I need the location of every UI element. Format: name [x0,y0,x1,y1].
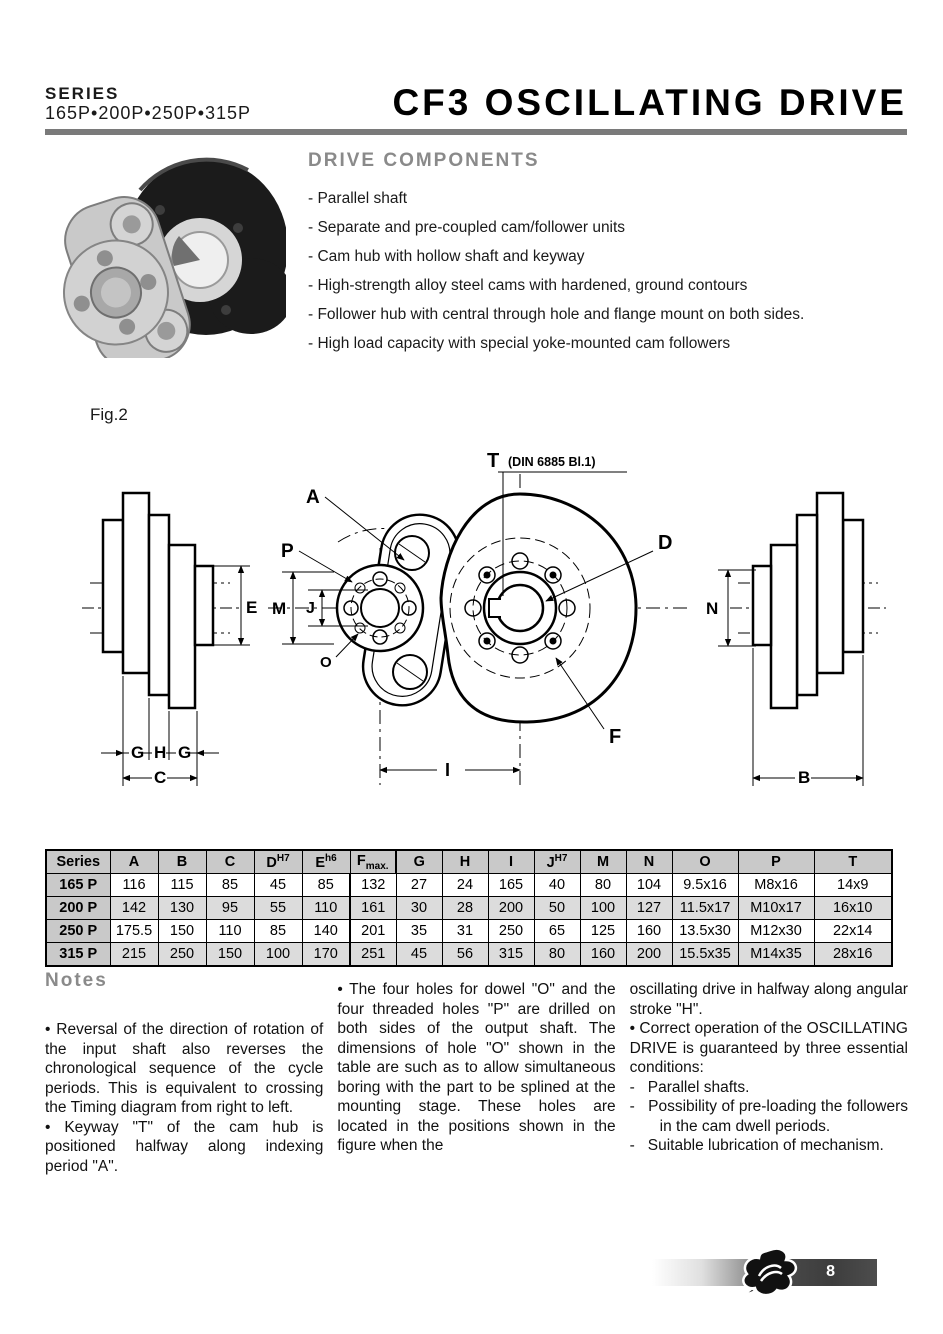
series-block [45,84,251,124]
column-header-sup: H7 [554,853,568,865]
dim-label-j: J [306,600,315,617]
column-header [534,850,580,874]
column-header [302,850,350,874]
drive-component-item: - High load capacity with special yoke-mounted cam followers [308,335,731,352]
column-header [396,850,442,874]
column-header-sup: h6 [325,853,337,865]
condition-item: - Suitable lubrication of mechanism. [629,1137,884,1154]
table-cell: 15.5x35 [672,943,738,967]
table-cell: 104 [626,874,672,897]
table-cell: 161 [350,897,396,920]
dim-label-t: T [487,450,500,472]
page-title: CF3 OSCILLATING DRIVE [392,82,907,123]
table-cell: 130 [158,897,206,920]
column-header-base: I [508,854,514,870]
table-cell: 100 [580,897,626,920]
table-cell: 127 [626,897,672,920]
column-header [350,850,396,874]
page-header [45,82,907,135]
table-cell: 85 [206,874,254,897]
front-view [268,472,692,785]
series-models: 165P•200P•250P•315P [45,103,252,124]
table-cell: 14x9 [814,874,892,897]
technical-drawing [55,450,935,808]
column-header-base: E [315,854,325,871]
dim-label-b: B [798,768,811,787]
dim-label-m: M [272,599,287,618]
column-header [626,850,672,874]
table-cell: 31 [442,920,488,943]
column-header [580,850,626,874]
table-cell: 165 [488,874,534,897]
dim-label-g1: G [131,743,145,762]
drive-component-item: - Cam hub with hollow shaft and keyway [308,248,585,265]
table-cell: 45 [254,874,302,897]
notes-column-3 [629,968,913,1176]
column-header-base: J [546,854,555,871]
table-cell: 200 [488,897,534,920]
table-cell: 315 [488,943,534,967]
column-header-base: N [643,854,655,870]
table-cell: 250 [488,920,534,943]
table-cell: 160 [580,943,626,967]
condition-item: - Possibility of pre-loading the followers in the cam dwell periods. [629,1098,913,1135]
table-cell: 215 [110,943,158,967]
table-cell: 13.5x30 [672,920,738,943]
column-header-base: M [596,854,610,870]
note-paragraph: • Keyway "T" of the cam hub is positioned halfway along indexing period "A". [45,1118,324,1175]
table-cell: 150 [158,920,206,943]
table-cell: 16x10 [814,897,892,920]
column-header [738,850,814,874]
dim-label-h: H [154,743,167,762]
dim-label-p: P [281,541,294,562]
notes-column-1 [45,968,323,1176]
column-header-base: C [224,854,236,870]
table-cell: 80 [580,874,626,897]
dim-label-i: I [445,760,451,780]
dim-label-a: A [306,487,320,508]
table-cell: 251 [350,943,396,967]
column-header [206,850,254,874]
table-cell: 85 [302,874,350,897]
table-row [46,874,892,897]
table-row [46,920,892,943]
table-cell: 40 [534,874,580,897]
drive-component-item: - Separate and pre-coupled cam/follower units [308,219,626,236]
drive-components-heading: DRIVE COMPONENTS [308,150,540,171]
column-header [488,850,534,874]
table-cell: 35 [396,920,442,943]
dim-label-n: N [706,599,719,618]
table-cell: 110 [206,920,254,943]
table-cell: 160 [626,920,672,943]
table-cell: 30 [396,897,442,920]
table-header-row [46,850,892,874]
dim-label-e: E [246,598,258,617]
table-cell: 175.5 [110,920,158,943]
note-paragraph: • Correct operation of the OSCILLATING DRIVE is guaranteed by three essential conditions: [629,1020,908,1076]
dim-label-o: O [320,654,332,671]
table-cell: 27 [396,874,442,897]
dim-e [214,566,250,645]
table-cell: 150 [206,943,254,967]
series-cell: 200 P [46,897,110,920]
table-cell: 85 [254,920,302,943]
column-header-base: G [413,854,425,870]
dimensions-table-wrap [45,849,893,967]
column-header [46,850,110,874]
drive-components-list [308,189,907,363]
table-cell: 100 [254,943,302,967]
table-cell: 116 [110,874,158,897]
column-header-base: T [848,854,858,870]
table-cell: 24 [442,874,488,897]
table-row [46,897,892,920]
drive-components-text [306,150,907,363]
table-cell: 200 [626,943,672,967]
table-cell: 110 [302,897,350,920]
table-cell: 250 [158,943,206,967]
column-header-base: H [459,854,471,870]
table-body [46,874,892,967]
notes-column-2 [337,968,615,1176]
column-header [158,850,206,874]
column-header-base: O [699,854,711,870]
dimensions-table [45,849,893,967]
page-footer [652,1259,877,1286]
brand-logo-icon [740,1245,802,1299]
dim-label-t-note: (DIN 6885 Bl.1) [508,455,596,469]
column-header-base: Series [56,854,101,870]
condition-item: - Parallel shafts. [629,1078,750,1096]
table-row [46,943,892,967]
table-cell: 80 [534,943,580,967]
table-cell: 22x14 [814,920,892,943]
series-cell: 165 P [46,874,110,897]
column-header-base: D [266,854,277,871]
drive-component-item: - High-strength alloy steel cams with hardened, ground contours [308,277,748,294]
column-header [110,850,158,874]
table-cell: M8x16 [738,874,814,897]
column-header-sub: max. [365,860,389,872]
column-header-sup: H7 [276,853,290,865]
right-side-view [718,493,886,786]
drive-components-section [48,150,907,363]
table-cell: 28 [442,897,488,920]
column-header-base: B [176,854,188,870]
table-cell: 125 [580,920,626,943]
table-cell: 55 [254,897,302,920]
drive-component-item: - Parallel shaft [308,190,408,207]
column-header [672,850,738,874]
table-cell: 201 [350,920,396,943]
series-cell: 250 P [46,920,110,943]
series-label: SERIES [45,83,120,103]
table-cell: 56 [442,943,488,967]
drive-component-item: - Follower hub with central through hole and flange mount on both sides. [308,306,805,323]
table-cell: 50 [534,897,580,920]
column-header-base: F [356,852,366,869]
table-cell: 132 [350,874,396,897]
dim-label-d: D [658,532,673,554]
note-paragraph: oscillating drive in halfway along angular stroke "H". [629,981,908,1018]
table-cell: 115 [158,874,206,897]
table-cell: M14x35 [738,943,814,967]
table-cell: 95 [206,897,254,920]
table-cell: 142 [110,897,158,920]
dim-label-f: F [609,726,622,748]
notes-section [45,968,913,1176]
column-header-base: A [128,854,140,870]
table-cell: M12x30 [738,920,814,943]
column-header [442,850,488,874]
dim-label-c: C [154,768,167,787]
column-header-base: P [771,854,781,870]
dim-label-g2: G [178,743,192,762]
figure-label: Fig.2 [90,405,128,424]
table-cell: 65 [534,920,580,943]
note-paragraph: • The four holes for dowel "O" and the four threaded holes "P" are drilled on both sides of the output shaft. The dimensions of hole "O" shown in the table are such as to allow simultaneous boring with the part to be splined at the mounting stage. These holes are located in the positions shown in the figure when the [337,981,616,1154]
product-photo [48,150,286,358]
table-cell: M10x17 [738,897,814,920]
table-cell: 11.5x17 [672,897,738,920]
table-cell: 45 [396,943,442,967]
column-header [814,850,892,874]
table-cell: 28x16 [814,943,892,967]
note-paragraph: • Reversal of the direction of rotation of the input shaft also reverses the chronological sequence of the cycle periods. This is equivalent to crossing the Timing diagram from right to left. [45,1021,324,1116]
page-number: 8 [826,1263,835,1280]
table-cell: 9.5x16 [672,874,738,897]
table-cell: 140 [302,920,350,943]
conditions-list [629,1078,913,1156]
series-cell: 315 P [46,943,110,967]
notes-heading: Notes [45,970,108,991]
column-header [254,850,302,874]
table-cell: 170 [302,943,350,967]
